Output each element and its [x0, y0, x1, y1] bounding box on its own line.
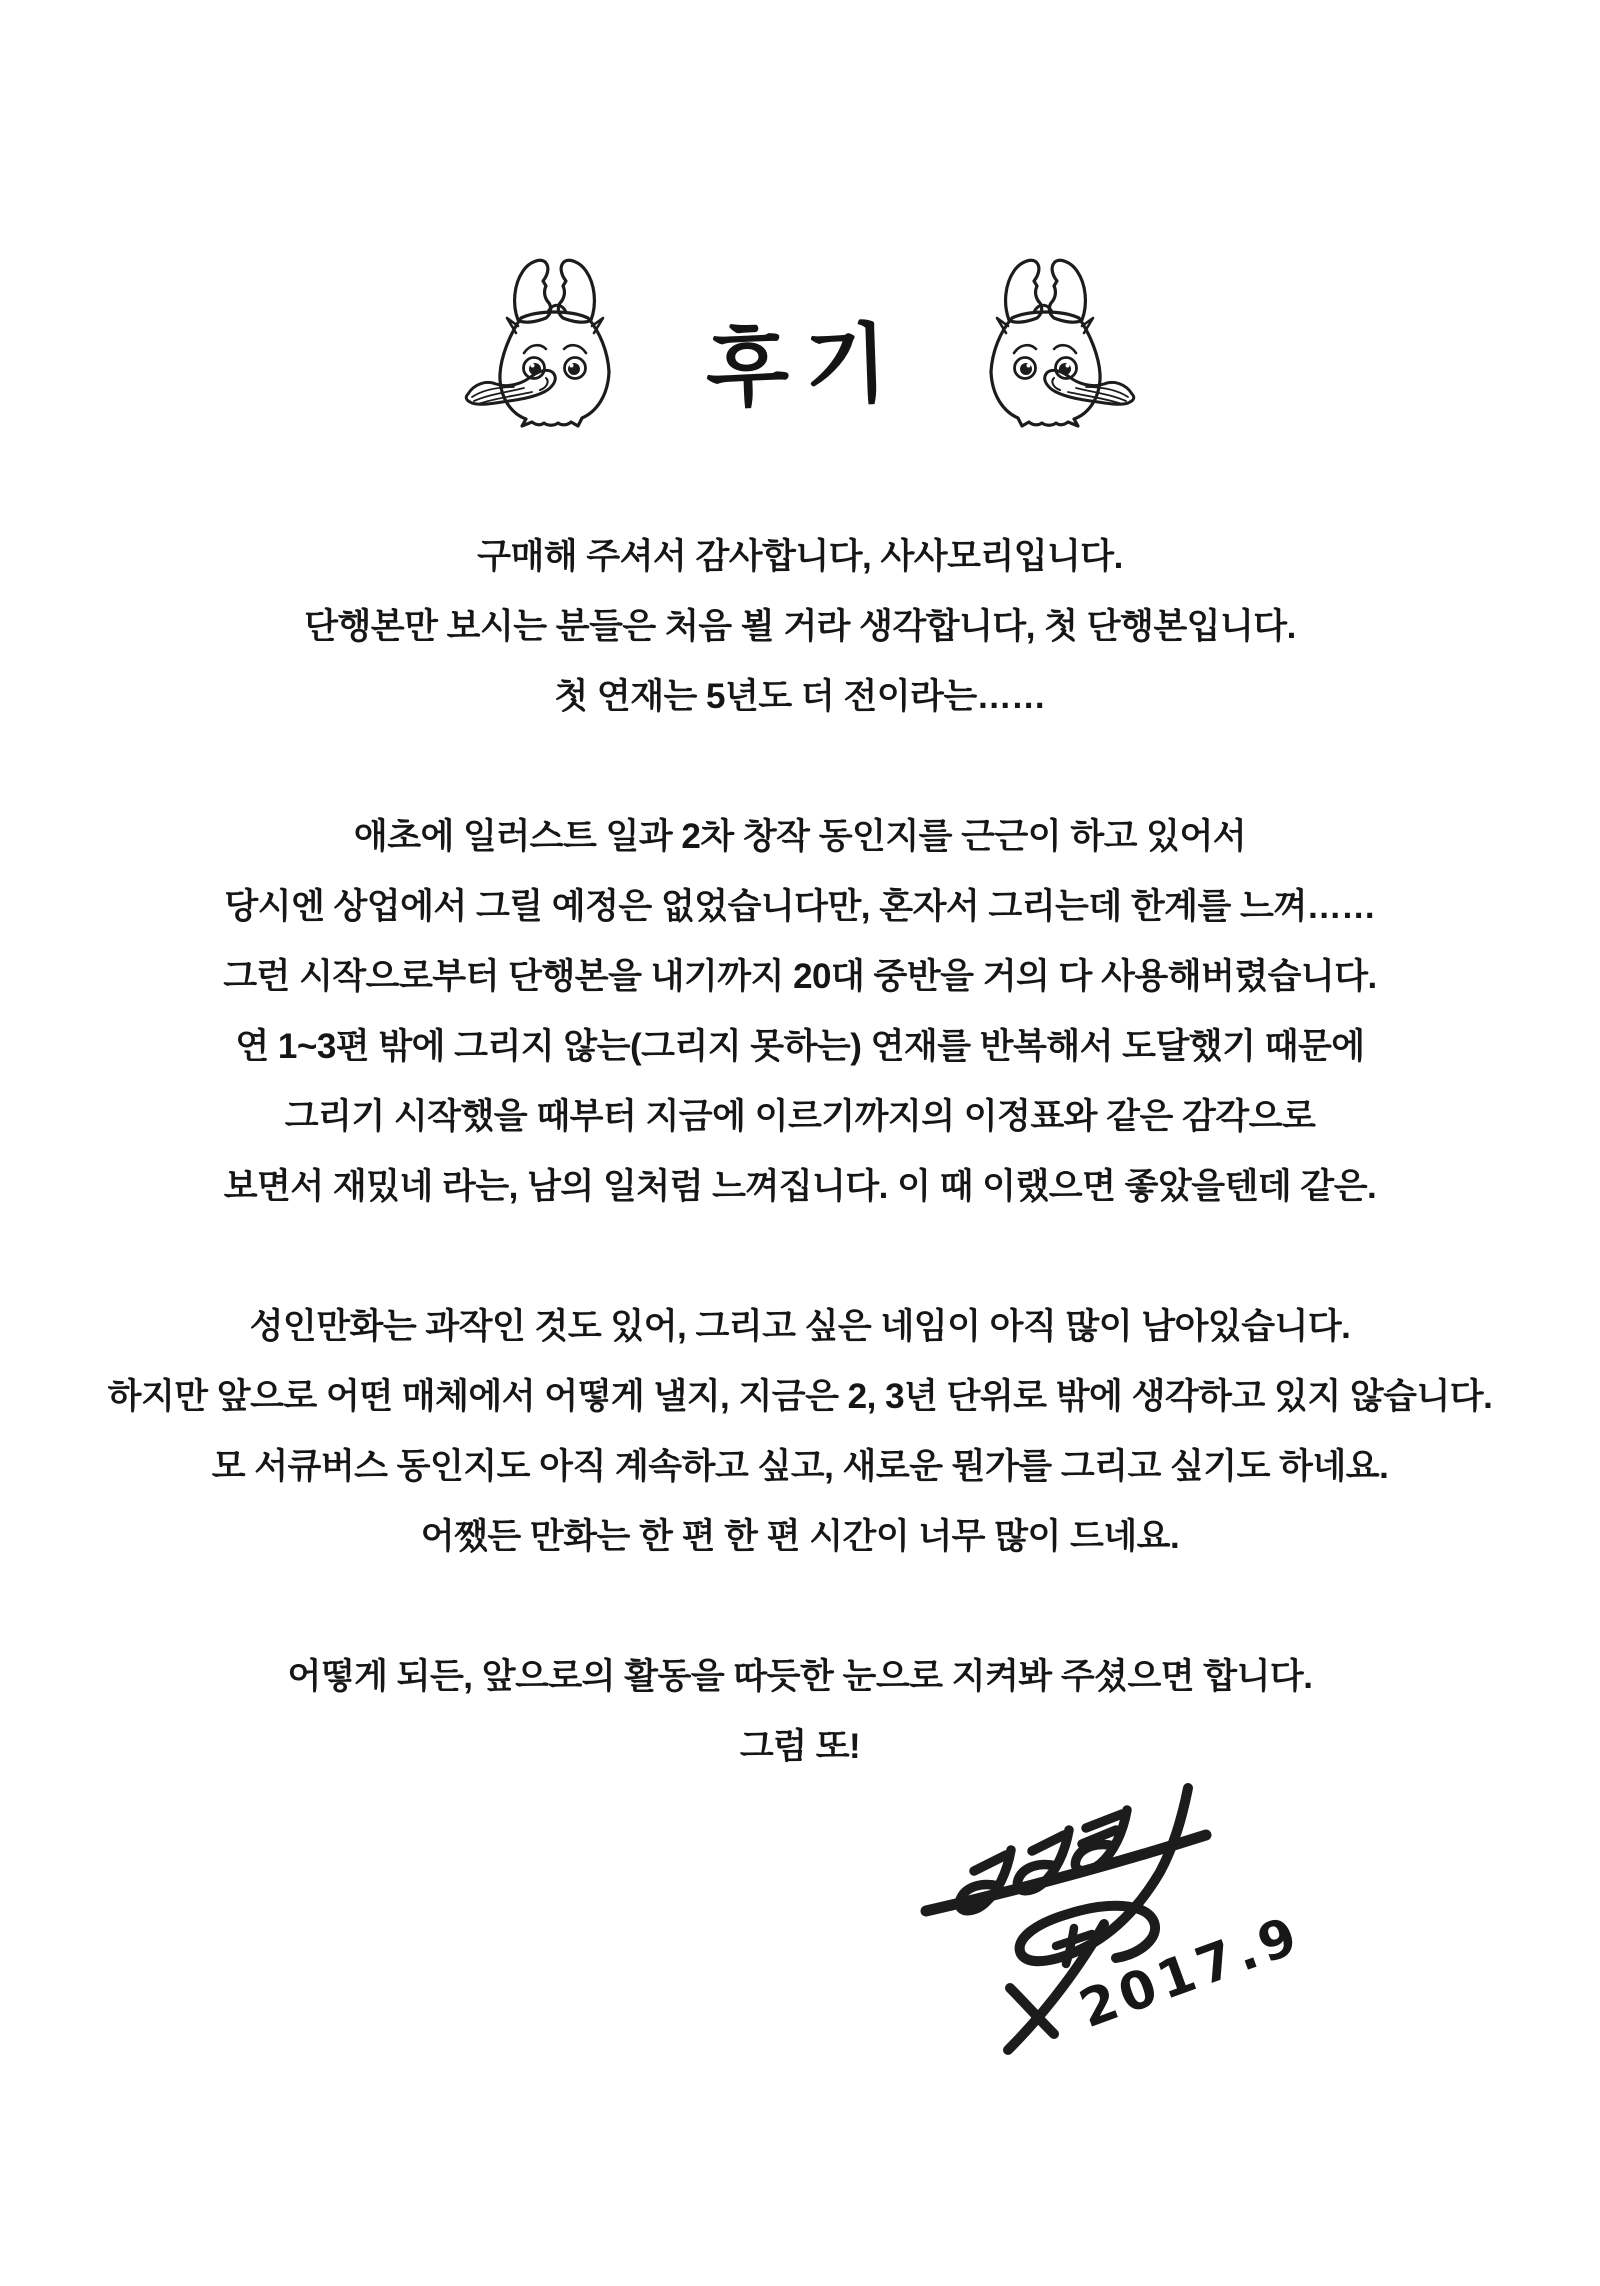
signature-date: 2017.9 [1072, 1904, 1310, 2041]
text-line: 보면서 재밌네 라는, 남의 일처럼 느껴집니다. 이 때 이랬으면 좋았을텐데 같은. [223, 1167, 1377, 1206]
text-line: 어쨌든 만화는 한 편 한 편 시간이 너무 많이 드네요. [420, 1517, 1180, 1556]
paragraph-history [0, 802, 1600, 1222]
afterword-text [0, 522, 1600, 1852]
paragraph-closing [0, 1642, 1600, 1782]
text-line: 그리기 시작했을 때부터 지금에 이르기까지의 이정표와 같은 감각으로 [284, 1097, 1316, 1136]
stag-beetle-icon-left [488, 256, 622, 428]
text-line: 단행본만 보시는 분들은 처음 뵐 거라 생각합니다, 첫 단행본입니다. [304, 607, 1296, 646]
text-line: 성인만화는 과작인 것도 있어, 그리고 싶은 네임이 아직 많이 남아있습니다. [249, 1307, 1351, 1346]
paragraph-greeting [0, 522, 1600, 732]
paragraph-plans [0, 1292, 1600, 1572]
page-title: 후기 [703, 315, 906, 419]
text-line: 당시엔 상업에서 그릴 예정은 없었습니다만, 혼자서 그리는데 한계를 느껴…… [224, 887, 1376, 926]
text-line: 하지만 앞으로 어떤 매체에서 어떻게 낼지, 지금은 2, 3년 단위로 밖에 생각하고 있지 않습니다. [107, 1377, 1493, 1416]
text-line: 연 1~3편 밖에 그리지 않는(그리지 못하는) 연재를 반복해서 도달했기 때문에 [235, 1027, 1365, 1066]
text-line: 구매해 주셔서 감사합니다, 사사모리입니다. [477, 537, 1123, 576]
text-line: 그런 시작으로부터 단행본을 내기까지 20대 중반을 거의 다 사용해버렸습니다. [223, 957, 1377, 996]
text-line: 모 서큐버스 동인지도 아직 계속하고 싶고, 새로운 뭔가를 그리고 싶기도 하네요. [211, 1447, 1389, 1486]
text-line: 애초에 일러스트 일과 2차 창작 동인지를 근근이 하고 있어서 [353, 817, 1247, 856]
title-row [0, 256, 1600, 428]
author-signature [888, 1788, 1310, 2088]
text-line: 어떻게 되든, 앞으로의 활동을 따듯한 눈으로 지켜봐 주셨으면 합니다. [287, 1657, 1313, 1696]
stag-beetle-icon-right [978, 256, 1112, 428]
text-line: 그럼 또! [739, 1727, 861, 1766]
text-line: 첫 연재는 5년도 더 전이라는…… [554, 677, 1046, 716]
